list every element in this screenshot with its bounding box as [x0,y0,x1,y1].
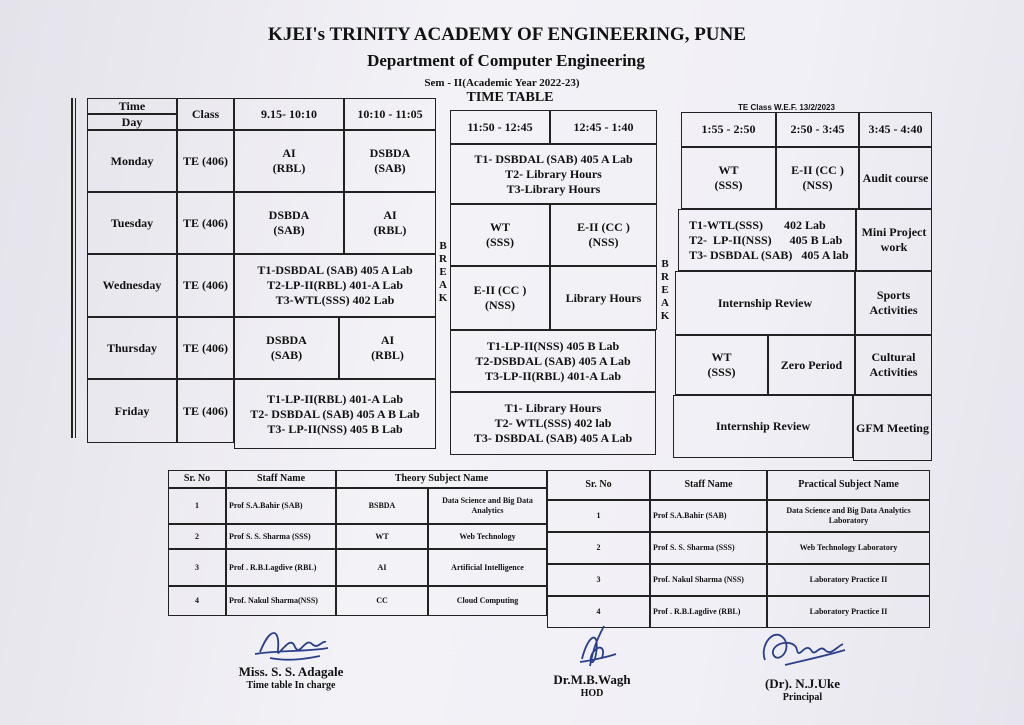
staff-header-practical: Practical Subject Name [767,470,930,500]
break-label-2: B R E A K [660,258,670,322]
staff-srno: 1 [168,488,226,524]
thursday-slot-1: DSBDA (SAB) [234,317,339,379]
thursday-slot-7: Cultural Activities [855,335,932,395]
staff-name: Prof S. S. Sharma (SSS) [226,524,336,549]
semester-line: Sem - II(Academic Year 2022-23) [424,77,580,89]
wednesday-slot-1-2: T1-DSBDAL (SAB) 405 A Lab T2-LP-II(RBL) 401-A Lab T3-WTL(SSS) 402 Lab [234,254,436,317]
class-cell: TE (406) [177,317,234,379]
slot-header-4: 12:45 - 1:40 [550,110,657,144]
signature-block-adagale [226,664,356,691]
practical-staff-name: Prof. Nakul Sharma (NSS) [650,564,767,596]
slot-header-1: 9.15- 10:10 [234,98,344,130]
monday-slot-5: WT (SSS) [681,147,776,209]
subject-abbr: CC [336,586,428,616]
slot-header-6: 2:50 - 3:45 [776,112,859,147]
signatory-name: Miss. S. S. Adagale [238,664,344,679]
class-cell: TE (406) [177,254,234,317]
signatory-role: HOD [580,688,604,699]
margin-line [71,98,73,438]
thursday-slot-3-4: T1-LP-II(NSS) 405 B Lab T2-DSBDAL (SAB) 405 A Lab T3-LP-II(RBL) 401-A Lab [450,330,656,392]
day-header: Day [87,114,177,130]
staff-srno: 2 [168,524,226,549]
practical-subject: Laboratory Practice II [767,564,930,596]
practical-srno: 1 [547,500,650,532]
practical-srno: 3 [547,564,650,596]
subject-abbr: WT [336,524,428,549]
day-wednesday: Wednesday [87,254,177,317]
signature-mark-adagale [250,622,330,667]
thursday-slot-6: Zero Period [768,335,855,395]
break-label-1: B R E A K [438,240,448,304]
day-monday: Monday [87,130,177,192]
theory-subject: Artificial Intelligence [428,549,547,586]
staff-name: Prof . R.B.Lagdive (RBL) [226,549,336,586]
staff-header-theory: Theory Subject Name [336,470,547,488]
class-cell: TE (406) [177,192,234,254]
slot-header-7: 3:45 - 4:40 [859,112,932,147]
subject-abbr: AI [336,549,428,586]
class-header: Class [177,98,234,130]
tuesday-slot-2: AI (RBL) [344,192,436,254]
tuesday-slot-1: DSBDA (SAB) [234,192,344,254]
practical-staff-name: Prof . R.B.Lagdive (RBL) [650,596,767,628]
tuesday-slot-3: WT (SSS) [450,204,550,266]
theory-subject: Cloud Computing [428,586,547,616]
friday-slot-1-2: T1-LP-II(RBL) 401-A Lab T2- DSBDAL (SAB) 405 A B Lab T3- LP-II(NSS) 405 B Lab [234,379,436,449]
timetable-title: TIME TABLE [466,90,554,105]
theory-subject: Web Technology [428,524,547,549]
practical-staff-name: Prof S. S. Sharma (SSS) [650,532,767,564]
signatory-role: Principal [782,692,823,703]
theory-subject: Data Science and Big Data Analytics [428,488,547,524]
subject-abbr: BSBDA [336,488,428,524]
monday-slot-2: DSBDA (SAB) [344,130,436,192]
signature-mark-uke [755,620,850,675]
staff-header-name-2: Staff Name [650,470,767,500]
staff-header-name: Staff Name [226,470,336,488]
wednesday-slot-5-6: Internship Review [675,271,855,335]
staff-srno: 4 [168,586,226,616]
staff-name: Prof S.A.Bahir (SAB) [226,488,336,524]
staff-name: Prof. Nakul Sharma(NSS) [226,586,336,616]
effective-date: TE Class W.E.F. 13/2/2023 [738,103,835,112]
class-cell: TE (406) [177,130,234,192]
wednesday-slot-7: Sports Activities [855,271,932,335]
practical-subject: Laboratory Practice II [767,596,930,628]
thursday-slot-2: AI (RBL) [339,317,436,379]
day-friday: Friday [87,379,177,443]
department-title: Department of Computer Engineering [367,51,645,70]
friday-slot-3-4: T1- Library Hours T2- WTL(SSS) 402 lab T3- DSBDAL (SAB) 405 A Lab [450,392,656,455]
staff-header-srno-2: Sr. No [547,470,650,500]
staff-header-srno: Sr. No [168,470,226,488]
signature-block-uke [745,676,860,703]
tuesday-slot-7: Mini Project work [856,209,932,271]
practical-staff-name: Prof S.A.Bahir (SAB) [650,500,767,532]
monday-slot-1: AI (RBL) [234,130,344,192]
slot-header-2: 10:10 - 11:05 [344,98,436,130]
slot-header-5: 1:55 - 2:50 [681,112,776,147]
practical-srno: 4 [547,596,650,628]
signatory-name: Dr.M.B.Wagh [553,672,631,687]
friday-slot-7: GFM Meeting [853,395,932,461]
wednesday-slot-3: E-II (CC ) (NSS) [450,266,550,330]
margin-line-inner [75,98,76,438]
day-thursday: Thursday [87,317,177,379]
practical-subject: Data Science and Big Data Analytics Laboratory [767,500,930,532]
tuesday-slot-4: E-II (CC ) (NSS) [550,204,657,266]
signature-block-wagh [532,672,652,699]
tuesday-slot-5-6: T1-WTL(SSS) 402 Lab T2- LP-II(NSS) 405 B Lab T3- DSBDAL (SAB) 405 A lab [678,209,856,271]
thursday-slot-5: WT (SSS) [675,335,768,395]
practical-srno: 2 [547,532,650,564]
day-tuesday: Tuesday [87,192,177,254]
practical-subject: Web Technology Laboratory [767,532,930,564]
slot-header-3: 11:50 - 12:45 [450,110,550,144]
monday-slot-6: E-II (CC ) (NSS) [776,147,859,209]
college-title: KJEI's TRINITY ACADEMY OF ENGINEERING, PUNE [268,24,746,45]
wednesday-slot-4: Library Hours [550,266,657,330]
monday-slot-3-4: T1- DSBDAL (SAB) 405 A Lab T2- Library Hours T3-Library Hours [450,144,657,204]
class-cell: TE (406) [177,379,234,443]
signature-mark-wagh [570,624,620,674]
signatory-role: Time table In charge [246,680,336,691]
monday-slot-7: Audit course [859,147,932,209]
time-header: Time [87,98,177,114]
friday-slot-5-6: Internship Review [673,395,853,458]
staff-srno: 3 [168,549,226,586]
signatory-name: (Dr). N.J.Uke [764,676,841,691]
